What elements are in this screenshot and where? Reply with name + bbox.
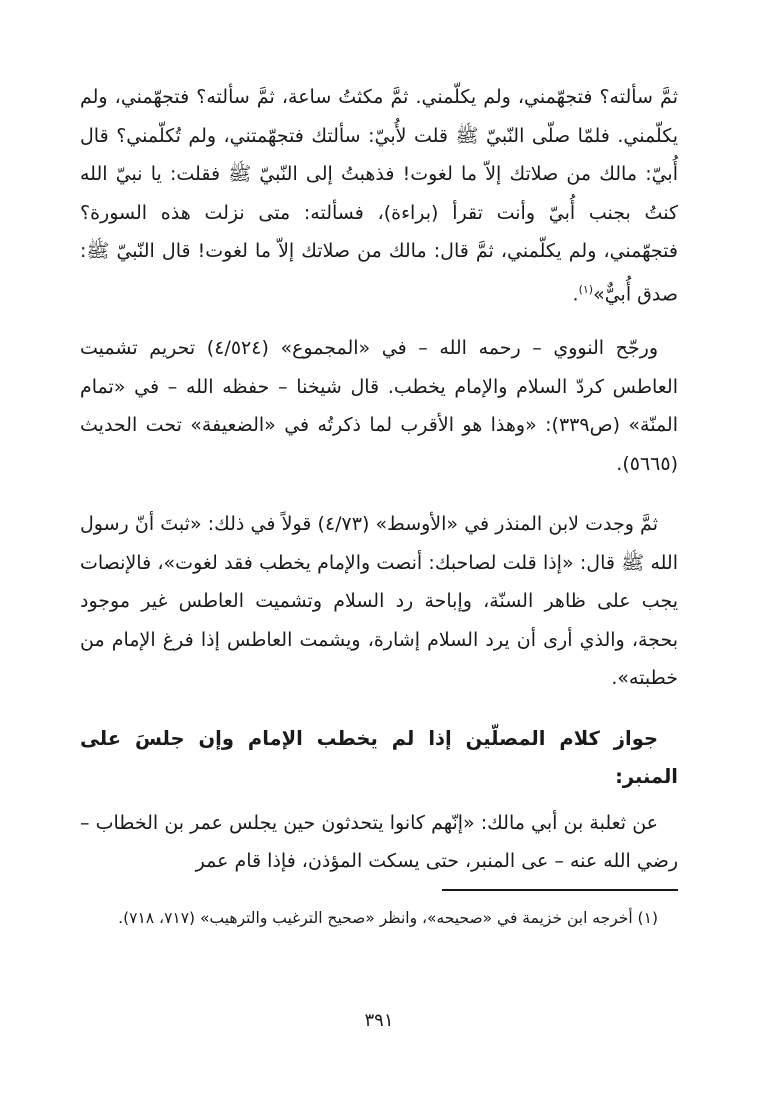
paragraph-text: ثمَّ سألته؟ فتجهّمني، ولم يكلّمني. ثمَّ مكثتُ ساعة، ثمَّ سألته؟ فتجهّمني، ولم يكلّمني. فلمّا صلّى النّبيّ ﷺ قلت لأُبيّ: سألتك فتجهّمتني، ولم تُكلّمني؟ قال أُبيّ: مالك من صلاتك إلاّ ما لغوت! فذهبتُ إلى النّبيّ ﷺ فقلت: يا نبيّ الله كنتُ بجنب أُبيّ وأنت تقرأ (براءة)، فسألته: متى نزلت هذه السورة؟ فتجهّمني، ولم يكلّمني، ثمَّ قال: مالك من صلاتك إلاّ ما لغوت! قال النّبيّ ﷺ: صدق أُبيٌّ» xyxy=(80,86,678,305)
footnote-reference[interactable]: (١) xyxy=(578,282,594,296)
paragraph-end: . xyxy=(572,282,579,305)
page-number: ٣٩١ xyxy=(364,1010,394,1031)
paragraph-hadith-continuation xyxy=(80,78,678,313)
footnote-text: (١) أخرجه ابن خزيمة في «صحيحه»، وانظر «صحيح الترغيب والترهيب» (٧١٧، ٧١٨). xyxy=(118,908,658,927)
page-body xyxy=(80,78,678,933)
footnote-divider xyxy=(442,889,678,891)
paragraph-thalaba-narration: عن ثعلبة بن أبي مالك: «إنّهم كانوا يتحدثون حين يجلس عمر بن الخطاب – رضي الله عنه – عى المنبر، حتى يسكت المؤذن، فإذا قام عمر xyxy=(80,811,678,873)
section-heading: جواز كلام المصلّين إذا لم يخطب الإمام وإن جلسَ على المنبر: xyxy=(80,726,678,788)
paragraph-ibn-mundhir-quote: ثمَّ وجدت لابن المنذر في «الأوسط» (٤/٧٣) قولاً في ذلك: «ثبتَ أنّ رسول الله ﷺ قال: «إذا قلت لصاحبك: أنصت والإمام يخطب فقد لغوت»، فالإنصات يجب على ظاهر السنّة، وإباحة رد السلام وتشميت العاطس غير موجود بحجة، والذي أرى أن يرد السلام إشارة، ويشمت العاطس إذا فرغ الإمام من خطبته». xyxy=(80,513,678,690)
paragraph-nawawi-opinion: ورجّح النووي – رحمه الله – في «المجموع» (٤/٥٢٤) تحريم تشميت العاطس كردّ السلام والإمام يخطب. قال شيخنا – حفظه الله – في «تمام المنّة» (ص٣٣٩): «وهذا هو الأقرب لما ذكرتُه في «الضعيفة» تحت الحديث (٥٦٦٥). xyxy=(80,337,678,475)
